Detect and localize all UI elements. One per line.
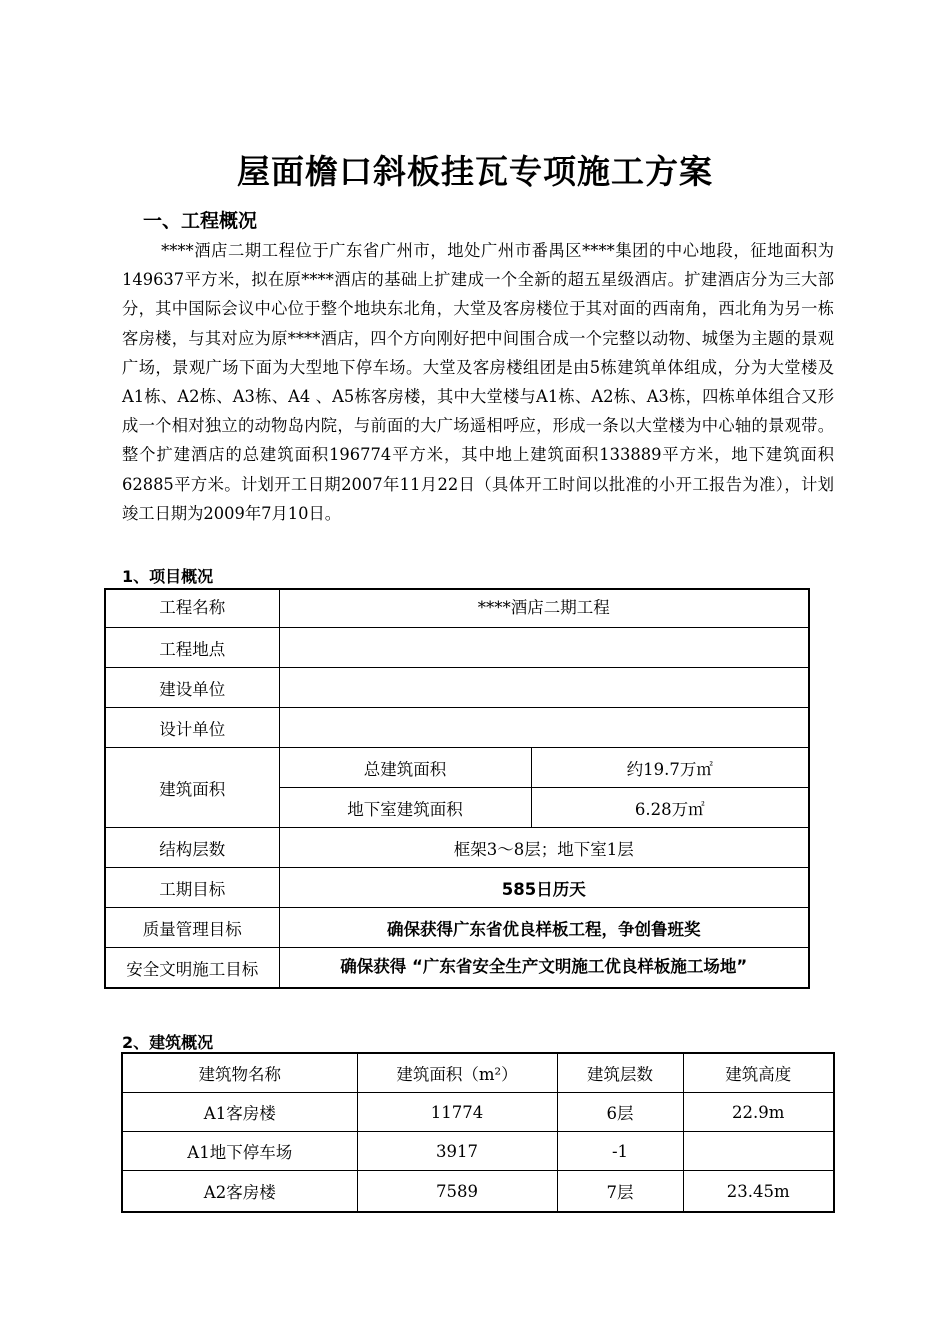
value-cell: 框架3～8层；地下室1层: [279, 828, 809, 868]
subsection-heading-project: 1、项目概况: [122, 567, 214, 586]
value-cell: ****酒店二期工程: [279, 589, 809, 628]
label-cell: 工程名称: [105, 589, 279, 628]
label-cell: 结构层数: [105, 828, 279, 868]
table-cell: 11774: [357, 1093, 557, 1132]
table-cell: A2客房楼: [122, 1171, 357, 1213]
label-cell: 质量管理目标: [105, 908, 279, 948]
table-row: [105, 868, 809, 908]
project-description-paragraph: ****酒店二期工程位于广东省广州市，地处广州市番禺区****集团的中心地段，征地面积为149637平方米，拟在原****酒店的基础上扩建成一个全新的超五星级酒店。扩建酒店分为三大部分，其中国际会议中心位于整个地块东北角，大堂及客房楼位于其对面的西南角，西北角为另一栋客房楼，与其对应为原****酒店，四个方向刚好把中间围合成一个完整以动物、城堡为主题的景观广场，景观广场下面为大型地下停车场。大堂及客房楼组团是由5栋建筑单体组成，分为大堂楼及A1栋、A2栋、A3栋、A4 、A5栋客房楼，其中大堂楼与A1栋、A2栋、A3栋，四栋单体组合又形成一个相对独立的动物岛内院，与前面的大广场遥相呼应，形成一条以大堂楼为中心轴的景观带。整个扩建酒店的总建筑面积196774平方米，其中地上建筑面积133889平方米，地下建筑面积62885平方米。计划开工日期2007年11月22日（具体开工时间以批准的小开工报告为准），计划竣工日期为2009年7月10日。: [122, 241, 834, 523]
value-cell: 6.28万㎡: [531, 788, 809, 828]
label-cell: 安全文明施工目标: [105, 948, 279, 989]
label-cell: 工期目标: [105, 868, 279, 908]
column-header: 建筑物名称: [122, 1053, 357, 1093]
building-overview-table: [121, 1052, 835, 1213]
value-cell: 确保获得广东省优良样板工程，争创鲁班奖: [279, 908, 809, 948]
table-cell: 22.9m: [683, 1093, 834, 1132]
section-heading-project-overview: 一、工程概况: [143, 210, 258, 232]
table-cell: 7589: [357, 1171, 557, 1213]
table-row: [122, 1132, 834, 1171]
table-row: [105, 948, 809, 989]
column-header: 建筑面积（m²）: [357, 1053, 557, 1093]
table-cell: A1客房楼: [122, 1093, 357, 1132]
value-cell: [279, 628, 809, 668]
value-cell: 585日历天: [279, 868, 809, 908]
column-header: 建筑高度: [683, 1053, 834, 1093]
document-title: 屋面檐口斜板挂瓦专项施工方案: [237, 152, 713, 191]
table-row: [105, 668, 809, 708]
table-row: [105, 908, 809, 948]
value-cell: 约19.7万㎡: [531, 748, 809, 788]
table-row: [105, 708, 809, 748]
table-cell: 23.45m: [683, 1171, 834, 1213]
sub-label-cell: 地下室建筑面积: [279, 788, 531, 828]
value-cell: [279, 668, 809, 708]
table-cell: 3917: [357, 1132, 557, 1171]
table-row: [105, 828, 809, 868]
sub-label-cell: 总建筑面积: [279, 748, 531, 788]
label-cell: 建筑面积: [105, 748, 279, 828]
label-cell: 工程地点: [105, 628, 279, 668]
value-cell: [279, 708, 809, 748]
table-row: [122, 1171, 834, 1213]
table-row: [105, 628, 809, 668]
subsection-heading-building: 2、建筑概况: [122, 1033, 214, 1052]
table-row: [122, 1093, 834, 1132]
table-row: [105, 589, 809, 628]
table-cell: -1: [557, 1132, 683, 1171]
table-cell: 7层: [557, 1171, 683, 1213]
table-header-row: [122, 1053, 834, 1093]
label-cell: 设计单位: [105, 708, 279, 748]
value-cell: 确保获得 “广东省安全生产文明施工优良样板施工场地”: [279, 948, 809, 989]
project-overview-table: [104, 588, 810, 989]
table-cell: [683, 1132, 834, 1171]
table-cell: A1地下停车场: [122, 1132, 357, 1171]
label-cell: 建设单位: [105, 668, 279, 708]
table-row: [105, 748, 809, 788]
column-header: 建筑层数: [557, 1053, 683, 1093]
table-cell: 6层: [557, 1093, 683, 1132]
